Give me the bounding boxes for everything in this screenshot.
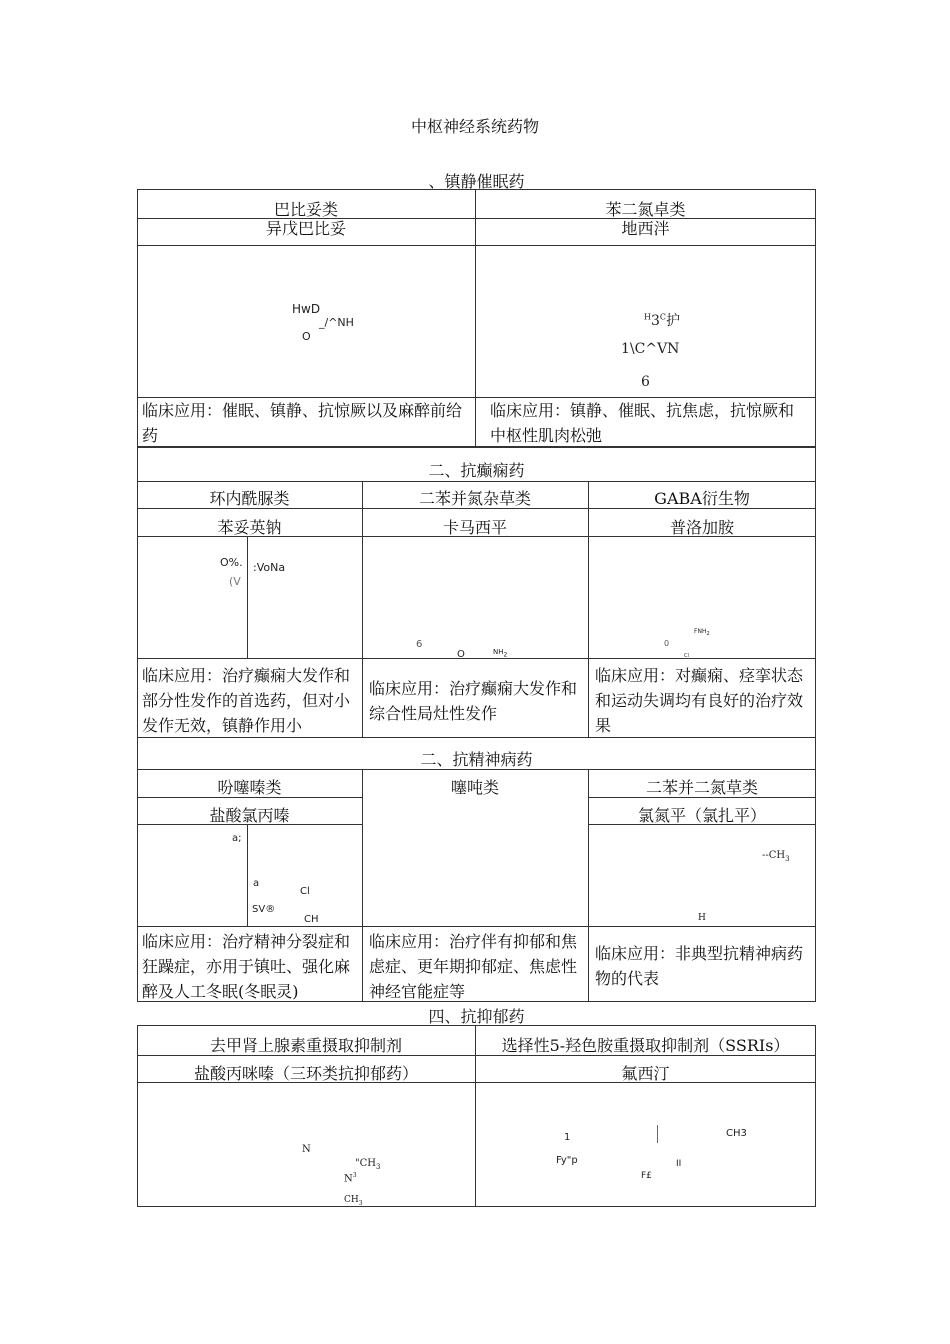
- chemical-structure-imipramine: [137, 1082, 475, 1206]
- drug-class-thioxanthenes: 噻吨类: [450, 778, 499, 797]
- structure-label: "$CH_3$: [355, 1158, 381, 1171]
- drug-name-amobarbital: 异戊巴比妥: [265, 219, 346, 238]
- row-divider: [137, 769, 816, 770]
- chemical-structure-fluoxetine: [475, 1082, 816, 1206]
- structure-label: Fy"p: [556, 1155, 578, 1166]
- drug-class-nri: 去甲肾上腺素重摄取抑制剂: [209, 1036, 402, 1055]
- drug-name-diazepam: 地西泮: [621, 219, 670, 238]
- drug-class-barbiturates: 巴比妥类: [273, 200, 338, 219]
- chemical-structure-amobarbital: [137, 245, 475, 397]
- bond-line: [657, 1125, 658, 1143]
- structure-label: II: [676, 1159, 682, 1169]
- structure-label: F£: [641, 1171, 652, 1181]
- structure-label: 1\C^VN: [621, 341, 680, 357]
- structure-label: $N^3$: [344, 1172, 357, 1185]
- row-divider: [137, 481, 816, 482]
- chemical-structure-chlorpromazine: [137, 824, 362, 926]
- structure-label: SV®: [252, 904, 276, 915]
- structure-label: 6: [416, 639, 423, 650]
- drug-name-carbamazepine: 卡马西平: [442, 518, 507, 537]
- chemical-structure-diazepam: [475, 245, 816, 397]
- drug-name-chlorpromazine-hcl: 盐酸氯丙嗪: [209, 806, 290, 825]
- row-divider: [137, 926, 816, 927]
- structure-label: (V: [229, 575, 241, 588]
- clinical-use-clozapine: 临床应用：非典型抗精神病药物的代表: [595, 944, 804, 988]
- drug-class-benzodiazepines: 苯二氮卓类: [605, 200, 686, 219]
- structure-label: CH: [304, 914, 319, 925]
- structure-label: O%.: [220, 556, 243, 569]
- drug-class-dibenzazepines: 二苯并氮杂草类: [418, 489, 531, 508]
- structure-label: _/^NH: [319, 316, 354, 329]
- structure-label: Cl: [300, 886, 310, 897]
- structure-label: Cl: [684, 653, 689, 659]
- drug-name-progabide: 普洛加胺: [669, 518, 734, 537]
- structure-label: $NH_2$: [493, 648, 508, 659]
- clinical-use-phenytoin: 临床应用：治疗癫痫大发作和部分性发作的首选药，但对小发作无效，镇静作用小: [142, 666, 351, 735]
- structure-label: N: [302, 1144, 311, 1155]
- chemical-structure-carbamazepine: [362, 536, 588, 658]
- clinical-use-progabide: 临床应用：对癫痫、痉挛状态和运动失调均有良好的治疗效果: [595, 666, 804, 735]
- section-heading-antidepressants: 四、抗抑郁药: [428, 1007, 525, 1026]
- page-title: 中枢神经系统药物: [410, 117, 539, 136]
- clinical-use-carbamazepine: 临床应用：治疗癫痫大发作和综合性局灶性发作: [369, 679, 578, 723]
- drug-name-fluoxetine: 氟西汀: [621, 1064, 670, 1083]
- row-divider: [137, 658, 816, 659]
- section-heading-sedatives: 、镇静催眠药: [428, 172, 525, 191]
- drug-class-gaba-derivatives: GABA衍生物: [654, 489, 750, 508]
- structure-label: 1: [564, 1132, 571, 1143]
- drug-class-phenothiazines: 吩噻嗪类: [217, 778, 282, 797]
- structure-label: O: [457, 649, 465, 660]
- structure-label: :VoNa: [253, 561, 286, 574]
- drug-name-clozapine: 氯氮平（氯扎平）: [637, 806, 766, 825]
- section-heading-antipsychotics: 二、抗精神病药: [420, 750, 533, 769]
- chemical-structure-phenytoin: [137, 536, 362, 658]
- drug-name-imipramine-hcl: 盐酸丙咪嗪（三环类抗抑郁药）: [193, 1064, 418, 1083]
- clinical-use-thioxanthenes: 临床应用：治疗伴有抑郁和焦虑症、更年期抑郁症、焦虑性神经官能症等: [369, 932, 578, 1001]
- structure-label: a;: [232, 833, 242, 844]
- drug-class-ssri: 选择性5-羟色胺重摄取抑制剂（SSRIs）: [501, 1036, 790, 1055]
- structure-label: 0: [664, 639, 670, 648]
- structure-label: CH3: [726, 1128, 747, 1139]
- structure-label: 6: [641, 374, 650, 390]
- structure-label: $--CH_3$: [762, 850, 790, 863]
- drug-class-hydantoins: 环内酰脲类: [209, 489, 290, 508]
- drug-class-dibenzodiazepines: 二苯并二氮草类: [645, 778, 758, 797]
- structure-label: O: [302, 330, 311, 343]
- clinical-use-chlorpromazine: 临床应用：治疗精神分裂症和狂躁症，亦用于镇吐、强化麻醉及人工冬眠(冬眠灵): [142, 932, 351, 1001]
- clinical-use-amobarbital: 临床应用：催眠、镇静、抗惊厥以及麻醉前给药: [142, 401, 463, 445]
- structure-label: $^H3^C$护: [644, 312, 681, 329]
- column-divider: [362, 769, 363, 1002]
- structure-label: HwD: [292, 302, 321, 316]
- structure-label: $CH_3$: [344, 1195, 363, 1207]
- structure-label: a: [253, 878, 260, 889]
- clinical-use-diazepam: 临床应用：镇静、催眠、抗焦虑，抗惊厥和中枢性肌肉松弛: [490, 401, 795, 445]
- drug-name-phenytoin-sodium: 苯妥英钠: [217, 518, 282, 537]
- section-heading-antiepileptics: 二、抗癫痫药: [428, 461, 525, 480]
- structure-label: $FNH_2$: [694, 628, 710, 638]
- chemical-structure-progabide: [588, 536, 816, 658]
- structure-label: H: [698, 913, 706, 923]
- chemical-structure-clozapine: [588, 824, 816, 926]
